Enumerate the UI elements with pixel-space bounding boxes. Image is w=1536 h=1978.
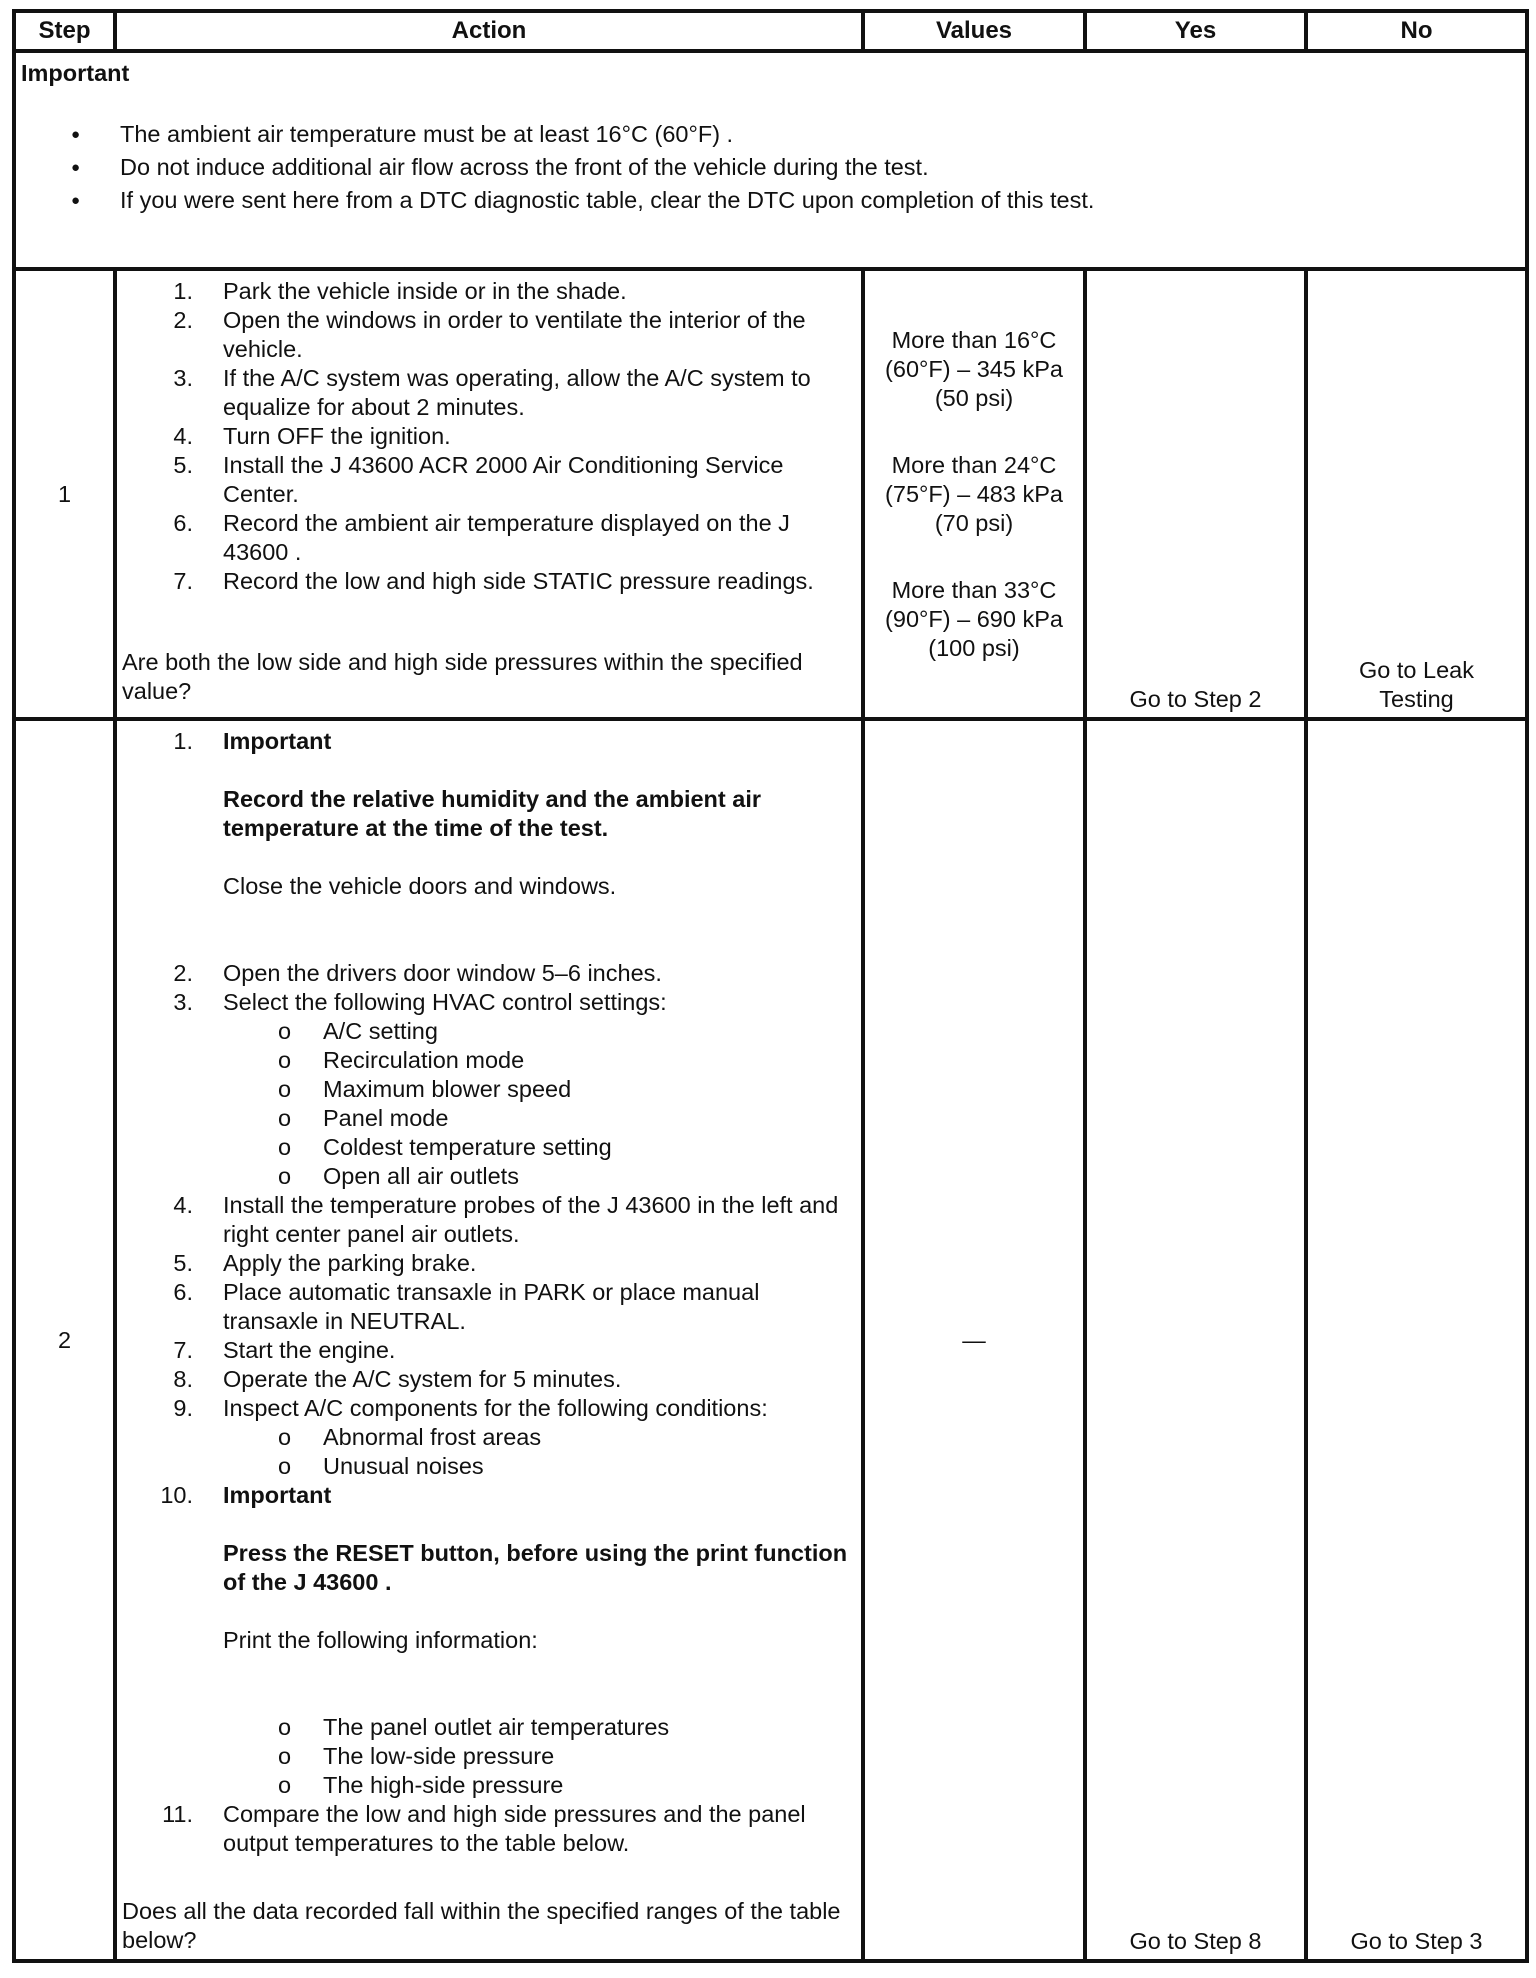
header-no: No bbox=[1306, 11, 1527, 51]
step-1-action bbox=[115, 269, 863, 719]
item-number: 7. bbox=[173, 568, 193, 594]
step-1-list bbox=[122, 277, 855, 596]
value-range: More than 24°C (75°F) – 483 kPa (70 psi) bbox=[885, 452, 1063, 536]
item-number: 2. bbox=[173, 307, 193, 333]
item-number: 7. bbox=[173, 1337, 193, 1363]
step-2-row bbox=[14, 719, 1527, 1961]
list-item bbox=[122, 1800, 855, 1858]
conditions-list bbox=[122, 1423, 855, 1481]
item-number: 9. bbox=[173, 1395, 193, 1421]
item-number: 8. bbox=[173, 1366, 193, 1392]
important-title: Important bbox=[21, 60, 130, 86]
step-1-no bbox=[1306, 269, 1527, 719]
item-text: Park the vehicle inside or in the shade. bbox=[223, 278, 627, 304]
list-item bbox=[122, 1365, 855, 1394]
item-text: Open the drivers door window 5–6 inches. bbox=[223, 960, 662, 986]
item-text: Select the following HVAC control settings: bbox=[223, 989, 667, 1015]
item-text: Turn OFF the ignition. bbox=[223, 423, 451, 449]
important-bullet: ● Do not induce additional air flow across the front of the vehicle during the test. bbox=[16, 151, 1525, 184]
step-1-values bbox=[863, 269, 1085, 719]
step-1-no-text: Go to Leak Testing bbox=[1359, 657, 1474, 712]
step-2-question: Does all the data recorded fall within the specified ranges of the table below? bbox=[122, 1898, 841, 1953]
item-number: 4. bbox=[173, 423, 193, 449]
sub-item: o The low-side pressure bbox=[223, 1742, 855, 1771]
diagnostic-table bbox=[12, 9, 1529, 1963]
sub-item: o Panel mode bbox=[223, 1104, 855, 1133]
item-text: Operate the A/C system for 5 minutes. bbox=[223, 1366, 622, 1392]
list-item bbox=[122, 1481, 855, 1800]
step-1-row bbox=[14, 269, 1527, 719]
list-item bbox=[122, 1278, 855, 1336]
item-text: Compare the low and high side pressures and the panel output temperatures to the table below. bbox=[223, 1801, 806, 1856]
important-bullet: ● If you were sent here from a DTC diagnostic table, clear the DTC upon completion of this test. bbox=[16, 184, 1525, 217]
list-item bbox=[122, 1249, 855, 1278]
sub-item: o Unusual noises bbox=[223, 1452, 855, 1481]
item-number: 10. bbox=[160, 1482, 193, 1508]
item-text: Record the ambient air temperature displayed on the J 43600 . bbox=[223, 510, 790, 565]
item-number: 5. bbox=[173, 1250, 193, 1276]
item-number: 3. bbox=[173, 989, 193, 1015]
important-note: Record the relative humidity and the ambient air temperature at the time of the test. bbox=[223, 786, 762, 841]
important-label: Important bbox=[223, 1482, 332, 1508]
step-2-values: — bbox=[863, 719, 1085, 1961]
step-2-list bbox=[122, 727, 855, 1858]
list-item bbox=[122, 1336, 855, 1365]
item-text: Close the vehicle doors and windows. bbox=[223, 873, 617, 899]
list-item bbox=[122, 1394, 855, 1481]
sub-item: o Abnormal frost areas bbox=[223, 1423, 855, 1452]
sub-item: o The high-side pressure bbox=[223, 1771, 855, 1800]
item-number: 5. bbox=[173, 452, 193, 478]
header-values: Values bbox=[863, 11, 1085, 51]
item-text: Install the J 43600 ACR 2000 Air Conditioning Service Center. bbox=[223, 452, 784, 507]
list-item bbox=[122, 727, 855, 959]
important-label: Important bbox=[223, 728, 332, 754]
item-number: 3. bbox=[173, 365, 193, 391]
important-note: Press the RESET button, before using the print function of the J 43600 . bbox=[223, 1540, 848, 1595]
step-1-question: Are both the low side and high side pressures within the specified value? bbox=[122, 649, 803, 704]
important-bullet: ● The ambient air temperature must be at least 16°C (60°F) . bbox=[16, 118, 1525, 151]
item-text: Start the engine. bbox=[223, 1337, 396, 1363]
step-2-number: 2 bbox=[14, 719, 115, 1961]
sub-item: o Maximum blower speed bbox=[223, 1075, 855, 1104]
sub-item: o Coldest temperature setting bbox=[223, 1133, 855, 1162]
item-number: 11. bbox=[162, 1801, 193, 1827]
item-number: 2. bbox=[173, 960, 193, 986]
print-info-list bbox=[122, 1713, 855, 1800]
list-item bbox=[122, 509, 855, 567]
item-number: 4. bbox=[173, 1192, 193, 1218]
header-step: Step bbox=[14, 11, 115, 51]
step-1-number: 1 bbox=[14, 269, 115, 719]
item-text: Print the following information: bbox=[223, 1627, 538, 1653]
diagnostic-table-sheet bbox=[12, 9, 1525, 1966]
list-item bbox=[122, 277, 855, 306]
list-item bbox=[122, 306, 855, 364]
list-item bbox=[122, 567, 855, 596]
important-list bbox=[16, 118, 1525, 217]
item-text: Open the windows in order to ventilate the interior of the vehicle. bbox=[223, 307, 806, 362]
header-row bbox=[14, 11, 1527, 51]
item-number: 6. bbox=[173, 510, 193, 536]
value-range: More than 33°C (90°F) – 690 kPa (100 psi) bbox=[885, 577, 1063, 661]
sub-item: o The panel outlet air temperatures bbox=[223, 1713, 855, 1742]
sub-item: o A/C setting bbox=[223, 1017, 855, 1046]
list-item bbox=[122, 988, 855, 1191]
item-text: Inspect A/C components for the following conditions: bbox=[223, 1395, 768, 1421]
sub-item: o Open all air outlets bbox=[223, 1162, 855, 1191]
item-number: 1. bbox=[173, 278, 193, 304]
step-2-action bbox=[115, 719, 863, 1961]
item-number: 1. bbox=[173, 728, 193, 754]
header-action: Action bbox=[115, 11, 863, 51]
list-item bbox=[122, 1191, 855, 1249]
item-number: 6. bbox=[173, 1279, 193, 1305]
item-text: Place automatic transaxle in PARK or place manual transaxle in NEUTRAL. bbox=[223, 1279, 760, 1334]
step-1-yes: Go to Step 2 bbox=[1085, 269, 1306, 719]
step-2-no: Go to Step 3 bbox=[1306, 719, 1527, 1961]
list-item bbox=[122, 364, 855, 422]
hvac-settings-list bbox=[122, 1017, 855, 1191]
header-yes: Yes bbox=[1085, 11, 1306, 51]
item-text: Record the low and high side STATIC pressure readings. bbox=[223, 568, 814, 594]
step-2-yes: Go to Step 8 bbox=[1085, 719, 1306, 1961]
important-row bbox=[14, 51, 1527, 269]
value-range: More than 16°C (60°F) – 345 kPa (50 psi) bbox=[885, 327, 1063, 411]
list-item bbox=[122, 422, 855, 451]
list-item bbox=[122, 959, 855, 988]
item-text: If the A/C system was operating, allow the A/C system to equalize for about 2 minutes. bbox=[223, 365, 811, 420]
item-text: Apply the parking brake. bbox=[223, 1250, 477, 1276]
list-item bbox=[122, 451, 855, 509]
item-text: Install the temperature probes of the J 43600 in the left and right center panel air outlets. bbox=[223, 1192, 839, 1247]
important-cell bbox=[14, 51, 1527, 269]
sub-item: o Recirculation mode bbox=[223, 1046, 855, 1075]
